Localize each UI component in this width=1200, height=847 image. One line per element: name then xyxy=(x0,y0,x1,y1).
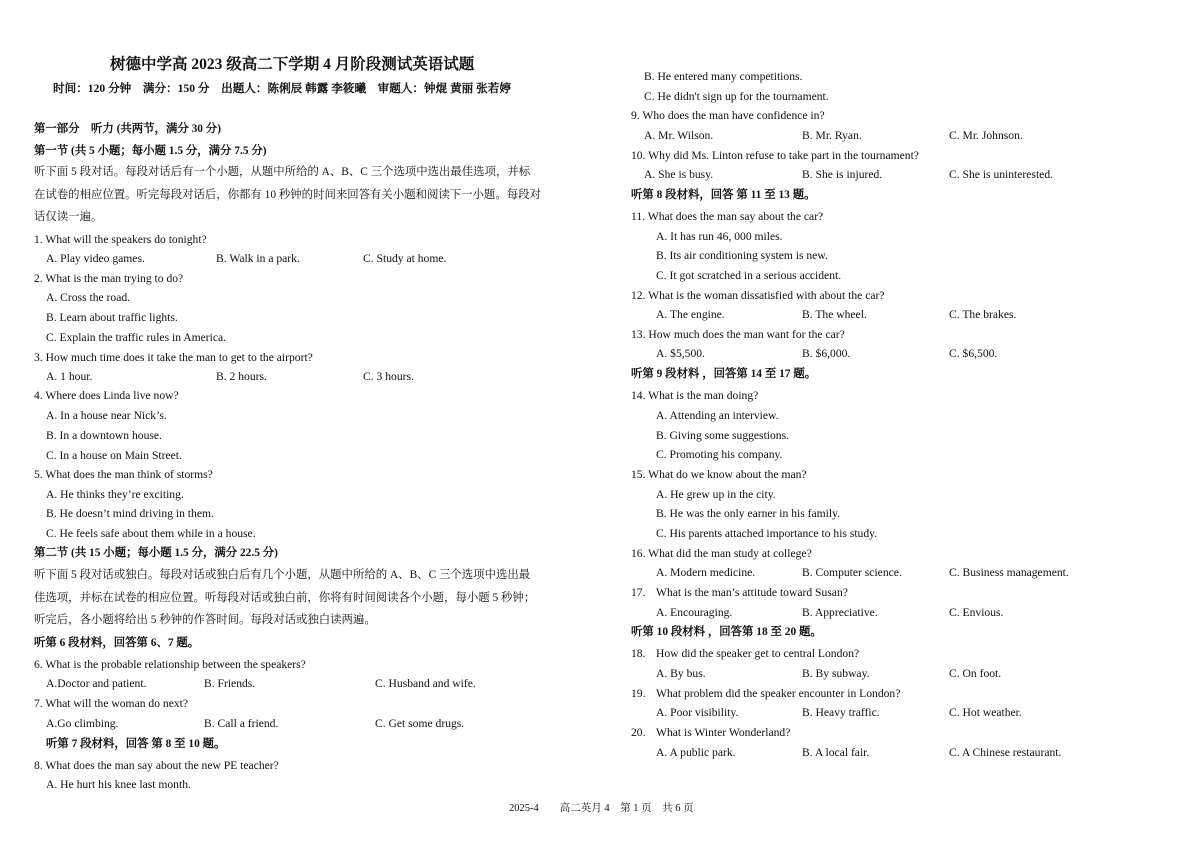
option: A. It has run 46, 000 miles. xyxy=(656,230,783,243)
exam-info: 时间：120 分钟 满分：150 分 出题人：陈俐辰 韩露 李筱曦 审题人：钟焜 黄丽 张若婷 xyxy=(53,82,511,95)
option: C. She is uninterested. xyxy=(949,168,1054,181)
option: B. He doesn’t mind driving in them. xyxy=(46,507,214,520)
option: A. He grew up in the city. xyxy=(656,488,776,501)
option: B. Friends. xyxy=(204,677,256,690)
option: B. Learn about traffic lights. xyxy=(46,311,178,324)
option: C. In a house on Main Street. xyxy=(46,449,182,462)
option: C. Hot weather. xyxy=(949,706,1022,719)
option: B. Walk in a park. xyxy=(216,252,300,265)
question: How did the speaker get to central London? xyxy=(656,647,860,660)
option: C. On foot. xyxy=(949,667,1002,680)
option: C. Husband and wife. xyxy=(375,677,476,690)
question: 16. What did the man study at college? xyxy=(631,547,812,560)
question: 12. What is the woman dissatisfied with about the car? xyxy=(631,289,885,302)
option: C. Study at home. xyxy=(363,252,447,265)
option: B. Giving some suggestions. xyxy=(656,429,790,442)
page-footer: 2025-4 高二英月 4 第 1 页 共 6 页 xyxy=(509,803,694,814)
option: A. By bus. xyxy=(656,667,706,680)
option: B. Appreciative. xyxy=(802,606,878,619)
option: C. He feels safe about them while in a house. xyxy=(46,527,256,540)
question: 8. What does the man say about the new PE teacher? xyxy=(34,759,279,772)
question: 7. What will the woman do next? xyxy=(34,697,189,710)
option: B. He entered many competitions. xyxy=(644,70,803,83)
option: A. $5,500. xyxy=(656,347,705,360)
question-number: 18. xyxy=(631,647,646,660)
option: A. He thinks they’re exciting. xyxy=(46,488,184,501)
question-number: 20. xyxy=(631,726,646,739)
question: 11. What does the man say about the car? xyxy=(631,210,824,223)
option: A. Play video games. xyxy=(46,252,145,265)
option: B. He was the only earner in his family. xyxy=(656,507,841,520)
material-heading: 听第 9 段材料 ，回答第 14 至 17 题。 xyxy=(631,368,817,380)
option: A. Encouraging. xyxy=(656,606,733,619)
question: 2. What is the man trying to do? xyxy=(34,272,184,285)
option: B. She is injured. xyxy=(802,168,883,181)
question: 6. What is the probable relationship between the speakers? xyxy=(34,658,306,671)
question: 1. What will the speakers do tonight? xyxy=(34,233,207,246)
instructions-line: 话仅读一遍。 xyxy=(34,211,103,223)
option: A. The engine. xyxy=(656,308,725,321)
section-heading: 第二节 (共 15 小题；每小题 1.5 分，满分 22.5 分) xyxy=(34,547,278,559)
question: 13. How much does the man want for the car? xyxy=(631,328,845,341)
question: 9. Who does the man have confidence in? xyxy=(631,109,825,122)
instructions-line: 听下面 5 段对话或独白。每段对话或独白后有几个小题，从题中所给的 A、B、C 三个选项中选出最 xyxy=(34,569,531,581)
exam-title: 树德中学高 2023 级高二下学期 4 月阶段测试英语试题 xyxy=(110,56,475,73)
option: A. 1 hour. xyxy=(46,370,93,383)
question: What is Winter Wonderland? xyxy=(656,726,791,739)
option: C. The brakes. xyxy=(949,308,1017,321)
option: B. A local fair. xyxy=(802,746,870,759)
option: C. $6,500. xyxy=(949,347,998,360)
option: C. Explain the traffic rules in America. xyxy=(46,331,227,344)
option: A. Attending an interview. xyxy=(656,409,779,422)
material-heading: 听第 7 段材料，回答 第 8 至 10 题。 xyxy=(46,738,226,750)
option: B. The wheel. xyxy=(802,308,867,321)
option: A. She is busy. xyxy=(644,168,714,181)
question: 5. What does the man think of storms? xyxy=(34,468,213,481)
option: A. Mr. Wilson. xyxy=(644,129,714,142)
option: B. $6,000. xyxy=(802,347,851,360)
option: C. Business management. xyxy=(949,566,1069,579)
section-heading: 第一节 (共 5 小题；每小题 1.5 分，满分 7.5 分) xyxy=(34,145,267,157)
option: A. A public park. xyxy=(656,746,736,759)
instructions-line: 在试卷的相应位置。听完每段对话后，你都有 10 秒钟的时间来回答有关小题和阅读下一小题。每段对 xyxy=(34,189,541,201)
question-number: 17. xyxy=(631,586,646,599)
question: 15. What do we know about the man? xyxy=(631,468,807,481)
question: What problem did the speaker encounter in London? xyxy=(656,687,901,700)
question: 10. Why did Ms. Linton refuse to take part in the tournament? xyxy=(631,149,919,162)
instructions-line: 听下面 5 段对话。每段对话后有一个小题，从题中所给的 A、B、C 三个选项中选出最佳选项，并标 xyxy=(34,166,531,178)
option: B. 2 hours. xyxy=(216,370,267,383)
option: B. In a downtown house. xyxy=(46,429,162,442)
option: A. Cross the road. xyxy=(46,291,131,304)
part-heading: 第一部分 听力 (共两节，满分 30 分) xyxy=(34,123,221,135)
option: A.Doctor and patient. xyxy=(46,677,147,690)
question: 4. Where does Linda live now? xyxy=(34,389,179,402)
option: B. Call a friend. xyxy=(204,717,279,730)
option: A. In a house near Nick’s. xyxy=(46,409,167,422)
question-number: 19. xyxy=(631,687,646,700)
material-heading: 听第 8 段材料，回答 第 11 至 13 题。 xyxy=(631,189,816,201)
option: B. Computer science. xyxy=(802,566,902,579)
option: C. A Chinese restaurant. xyxy=(949,746,1062,759)
option: A. Poor visibility. xyxy=(656,706,739,719)
question: 3. How much time does it take the man to get to the airport? xyxy=(34,351,313,364)
option: B. By subway. xyxy=(802,667,870,680)
option: C. He didn't sign up for the tournament. xyxy=(644,90,829,103)
question: 14. What is the man doing? xyxy=(631,389,759,402)
option: B. Its air conditioning system is new. xyxy=(656,249,828,262)
option: B. Heavy traffic. xyxy=(802,706,880,719)
instructions-line: 听完后，各小题将给出 5 秒钟的作答时间。每段对话或独白读两遍。 xyxy=(34,614,376,626)
option: A. He hurt his knee last month. xyxy=(46,778,191,791)
material-heading: 听第 10 段材料 ，回答第 18 至 20 题。 xyxy=(631,626,822,638)
question: What is the man’s attitude toward Susan? xyxy=(656,586,848,599)
option: C. His parents attached importance to his study. xyxy=(656,527,878,540)
option: B. Mr. Ryan. xyxy=(802,129,862,142)
option: C. Get some drugs. xyxy=(375,717,465,730)
option: C. Promoting his company. xyxy=(656,448,783,461)
instructions-line: 佳选项，并标在试卷的相应位置。听每段对话或独白前，你将有时间阅读各个小题，每小题 5 秒钟； xyxy=(34,592,536,604)
option: A. Modern medicine. xyxy=(656,566,756,579)
option: C. Envious. xyxy=(949,606,1004,619)
option: C. 3 hours. xyxy=(363,370,414,383)
option: C. Mr. Johnson. xyxy=(949,129,1023,142)
option: C. It got scratched in a serious accident. xyxy=(656,269,842,282)
option: A.Go climbing. xyxy=(46,717,119,730)
material-heading: 听第 6 段材料，回答第 6、7 题。 xyxy=(34,637,200,649)
